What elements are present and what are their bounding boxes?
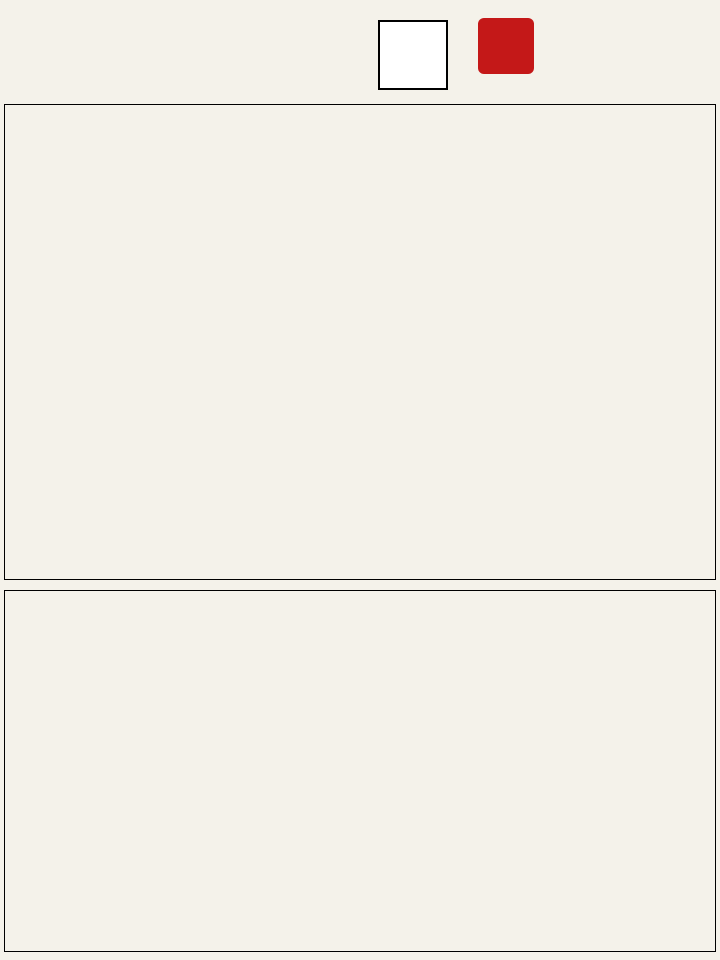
chart-grid — [4, 104, 716, 580]
seal-logo — [478, 18, 534, 74]
annual-table — [4, 590, 716, 952]
qr-code-icon[interactable] — [378, 20, 448, 90]
